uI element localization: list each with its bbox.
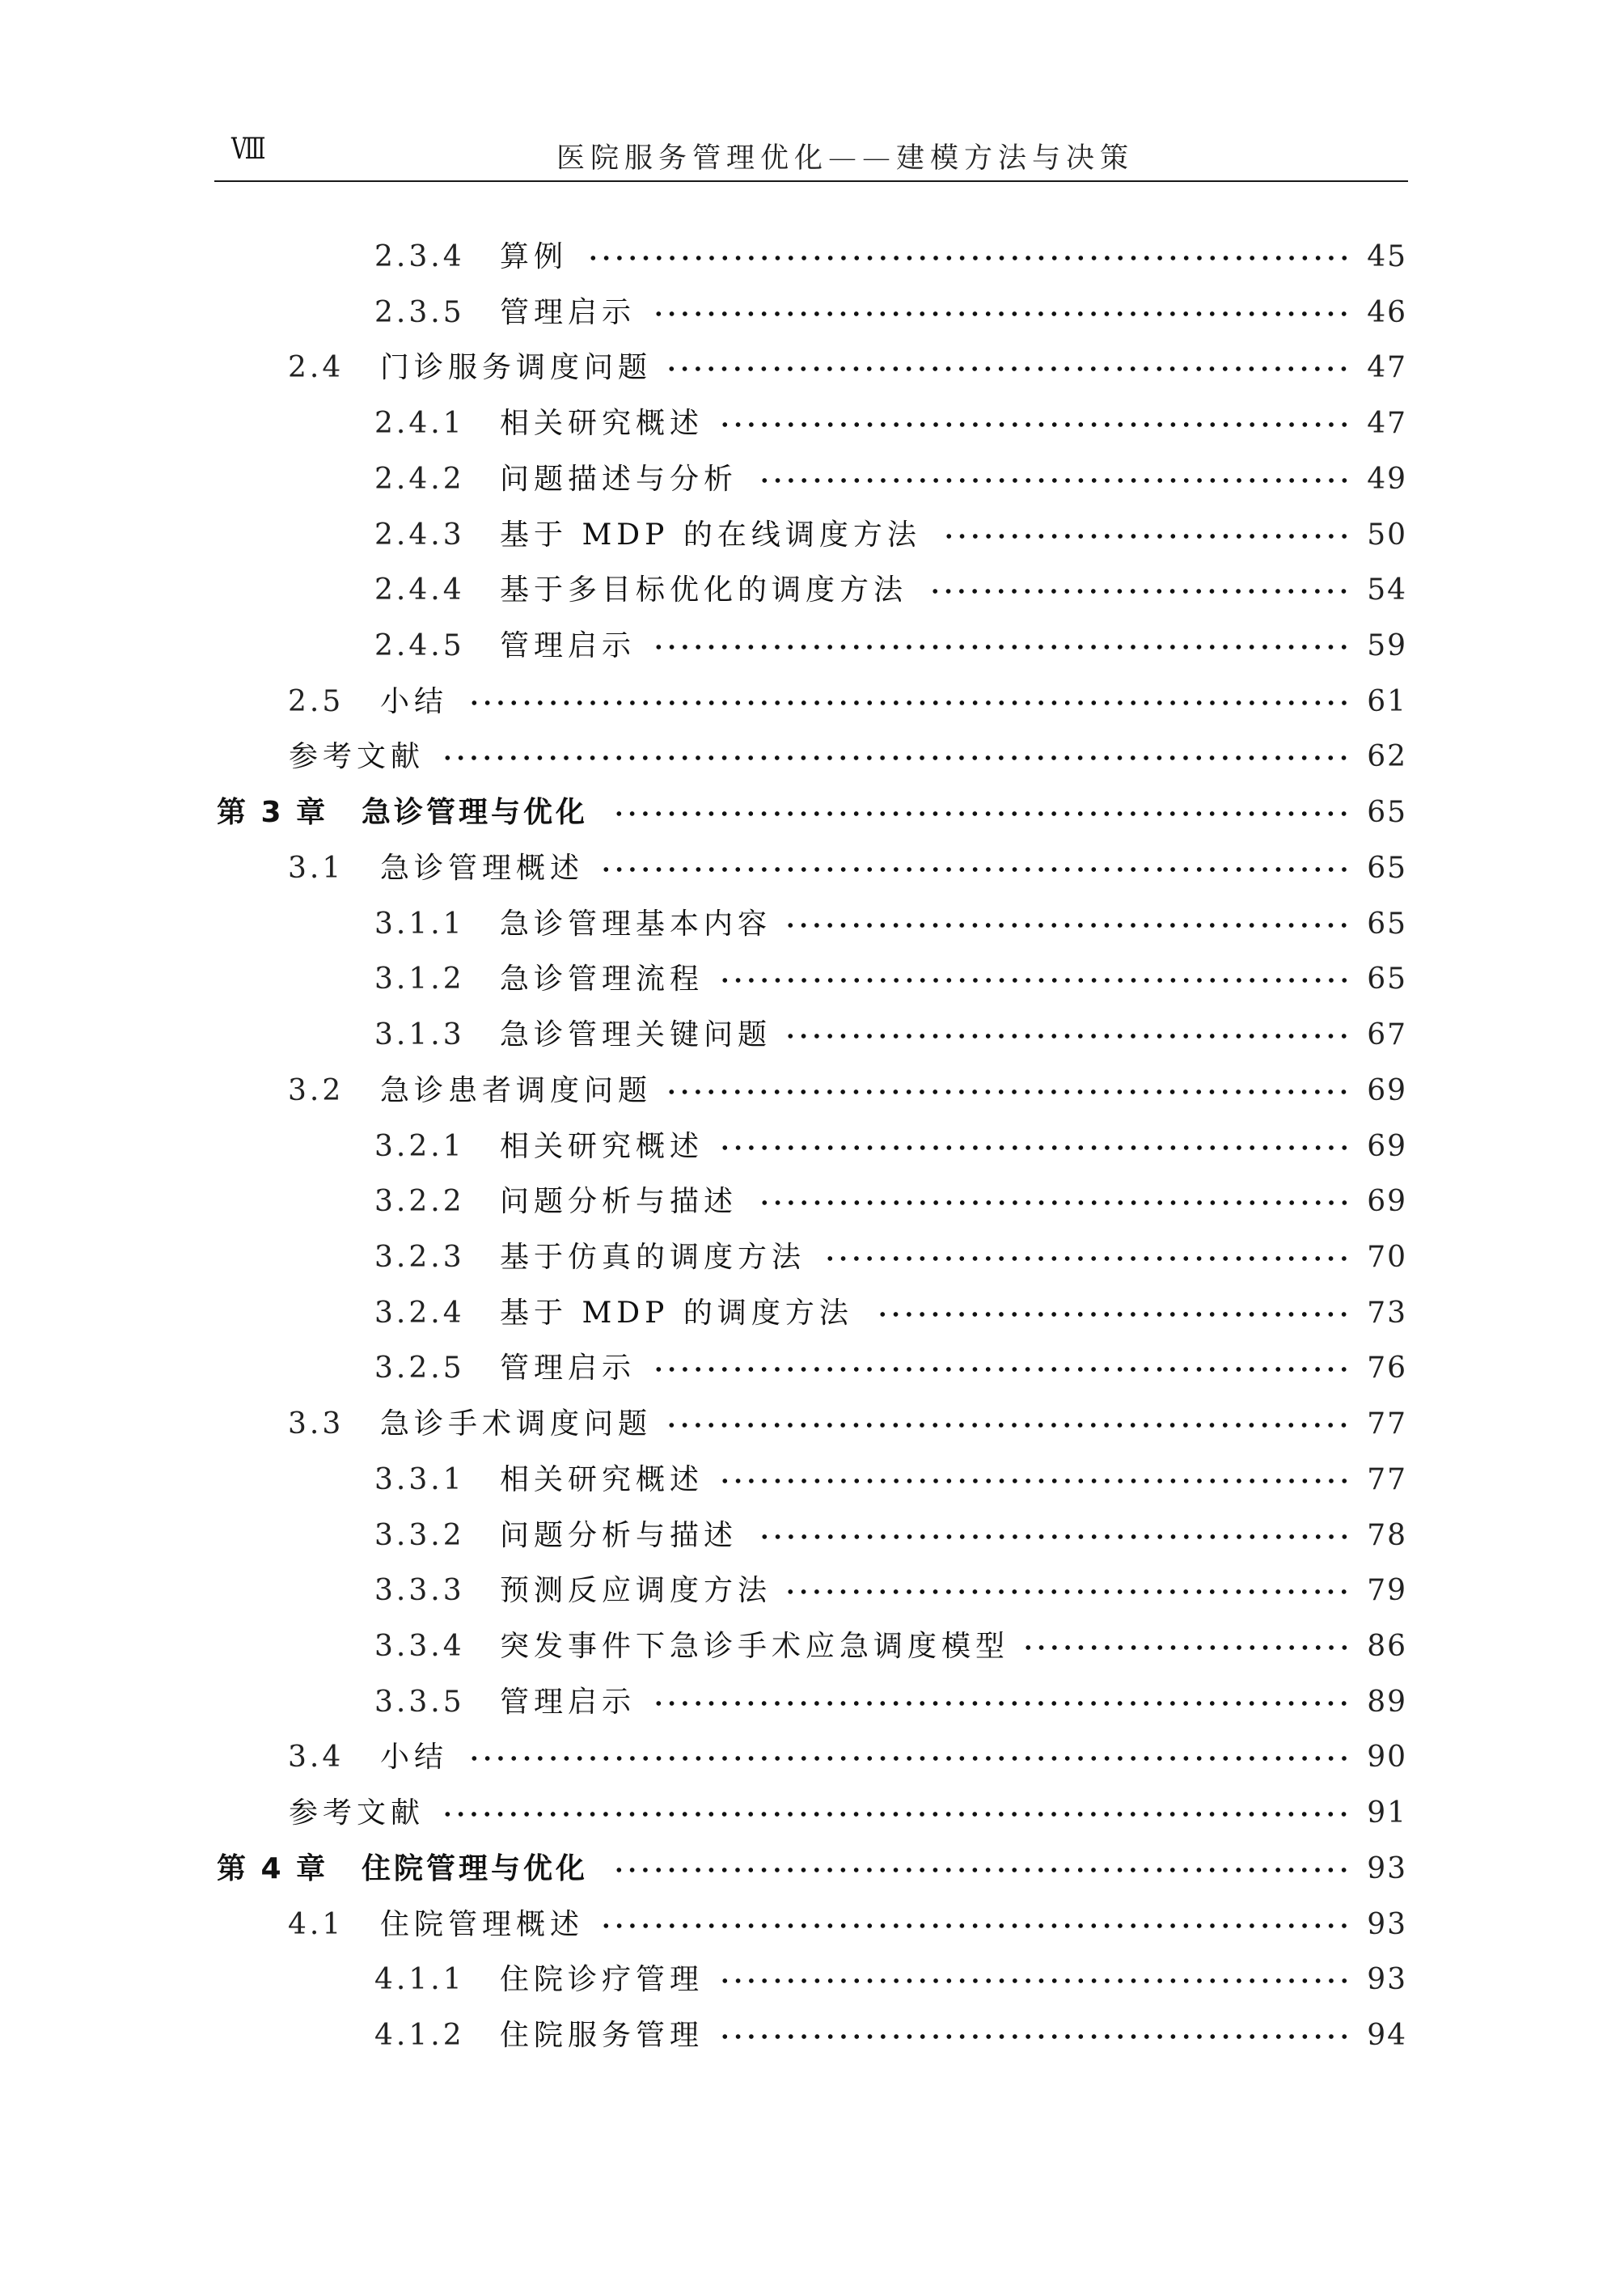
toc-entry[interactable] — [0, 678, 1624, 726]
toc-entry-number: 第 4 章 — [217, 1851, 328, 1885]
toc-entry[interactable] — [0, 455, 1624, 504]
toc-entry-number: 4.1.2 — [374, 2019, 465, 2053]
dot-leader — [665, 1089, 1351, 1095]
dot-leader — [467, 700, 1351, 706]
toc-entry-title: 相关研究概述 — [500, 1462, 704, 1496]
toc-entry-title: 参考文献 — [289, 740, 425, 774]
toc-entry-title: 急诊患者调度问题 — [380, 1073, 653, 1107]
toc-entry[interactable] — [0, 1456, 1624, 1504]
toc-entry-number: 3.2.2 — [374, 1185, 465, 1219]
dot-leader — [876, 1311, 1351, 1318]
toc-entry[interactable] — [0, 2012, 1624, 2060]
dot-leader — [928, 588, 1351, 594]
toc-entry-page-number: 65 — [1367, 796, 1407, 830]
toc-entry-title: 住院管理概述 — [380, 1907, 585, 1941]
page-folio: Ⅷ — [231, 133, 265, 165]
toc-entry-page-number: 76 — [1367, 1352, 1407, 1386]
toc-entry[interactable] — [0, 1567, 1624, 1615]
toc-entry-title: 突发事件下急诊手术应急调度模型 — [500, 1630, 1010, 1663]
toc-entry-number: 3.2.5 — [374, 1352, 465, 1386]
toc-entry[interactable] — [0, 1678, 1624, 1727]
toc-entry-page-number: 73 — [1367, 1296, 1407, 1330]
dot-leader — [467, 1755, 1351, 1762]
toc-entry[interactable] — [0, 344, 1624, 392]
toc-entry-title: 门诊服务调度问题 — [380, 351, 653, 385]
toc-entry-page-number: 62 — [1367, 740, 1407, 774]
toc-entry[interactable] — [0, 844, 1624, 893]
toc-entry-number: 3.3.5 — [374, 1685, 465, 1719]
toc-entry-number: 3.1.2 — [374, 962, 465, 996]
toc-entry-title: 管理启示 — [500, 629, 636, 663]
dot-leader — [784, 922, 1351, 929]
toc-entry-page-number: 54 — [1367, 573, 1407, 607]
dot-leader — [758, 477, 1351, 484]
toc-entry-number: 3.3.3 — [374, 1574, 465, 1608]
toc-entry-page-number: 65 — [1367, 962, 1407, 996]
toc-entry-page-number: 69 — [1367, 1129, 1407, 1163]
toc-entry-title: 基于 MDP 的在线调度方法 — [500, 518, 921, 552]
toc-entry-page-number: 79 — [1367, 1574, 1407, 1608]
dot-leader — [612, 810, 1351, 817]
dot-leader — [652, 311, 1351, 317]
toc-entry-number: 3.3.4 — [374, 1630, 465, 1663]
toc-entry-page-number: 65 — [1367, 907, 1407, 941]
toc-chapter-entry[interactable] — [0, 1845, 1624, 1893]
toc-entry-title: 管理启示 — [500, 1685, 636, 1719]
dot-leader — [665, 366, 1351, 372]
toc-entry-page-number: 91 — [1367, 1796, 1407, 1830]
toc-entry-number: 第 3 章 — [217, 796, 328, 830]
dot-leader — [758, 1199, 1351, 1206]
toc-entry-page-number: 78 — [1367, 1518, 1407, 1552]
dot-leader — [823, 1255, 1351, 1262]
toc-entry[interactable] — [0, 1344, 1624, 1393]
toc-entry-number: 4.1.1 — [374, 1963, 465, 1997]
toc-entry-number: 3.3.2 — [374, 1518, 465, 1552]
toc-entry[interactable] — [0, 400, 1624, 448]
toc-entry-title: 问题描述与分析 — [500, 462, 738, 496]
toc-entry-title: 算例 — [500, 240, 569, 273]
toc-chapter-entry[interactable] — [0, 789, 1624, 837]
toc-entry-title: 急诊手术调度问题 — [380, 1407, 653, 1441]
toc-entry[interactable] — [0, 1067, 1624, 1115]
toc-entry[interactable] — [0, 511, 1624, 560]
toc-entry-page-number: 47 — [1367, 351, 1407, 385]
toc-entry-title: 基于多目标优化的调度方法 — [500, 573, 908, 607]
dot-leader — [652, 1366, 1351, 1373]
dot-leader — [718, 977, 1351, 984]
toc-entry-title: 急诊管理与优化 — [362, 796, 589, 830]
toc-entry[interactable] — [0, 1956, 1624, 2004]
dot-leader — [942, 533, 1351, 539]
toc-entry-page-number: 47 — [1367, 407, 1407, 441]
toc-entry-title: 急诊管理概述 — [380, 851, 585, 885]
toc-entry-title: 急诊管理流程 — [500, 962, 704, 996]
toc-entry[interactable] — [0, 1400, 1624, 1449]
toc-entry-title: 问题分析与描述 — [500, 1185, 738, 1219]
toc-entry-page-number: 69 — [1367, 1185, 1407, 1219]
toc-entry-title: 基于 MDP 的调度方法 — [500, 1296, 853, 1330]
toc-entry-page-number: 90 — [1367, 1741, 1407, 1775]
toc-entry-number: 2.4.1 — [374, 407, 465, 441]
dot-leader — [612, 1867, 1351, 1873]
toc-entry-title: 管理启示 — [500, 295, 636, 329]
toc-entry-page-number: 93 — [1367, 1907, 1407, 1941]
toc-entry-number: 2.3.4 — [374, 240, 465, 273]
toc-entry-page-number: 89 — [1367, 1685, 1407, 1719]
toc-entry[interactable] — [0, 289, 1624, 337]
toc-entry[interactable] — [0, 1178, 1624, 1226]
dot-leader — [718, 421, 1351, 428]
toc-entry-title: 小结 — [380, 1741, 449, 1775]
toc-entry-page-number: 93 — [1367, 1851, 1407, 1885]
toc-entry-title: 问题分析与描述 — [500, 1518, 738, 1552]
toc-entry-title: 住院服务管理 — [500, 2019, 704, 2053]
dot-leader — [599, 1923, 1351, 1929]
toc-entry-number: 2.4.2 — [374, 462, 465, 496]
toc-entry-number: 3.1.3 — [374, 1018, 465, 1052]
running-title: 医院服务管理优化——建模方法与决策 — [556, 142, 1135, 175]
toc-entry-number: 3.2 — [288, 1073, 345, 1107]
dot-leader — [599, 866, 1351, 873]
toc-entry-title: 住院诊疗管理 — [500, 1963, 704, 1997]
toc-entry[interactable] — [0, 1289, 1624, 1338]
toc-entry-number: 3.2.4 — [374, 1296, 465, 1330]
dot-leader — [718, 1144, 1351, 1151]
toc-entry-title: 急诊管理关键问题 — [500, 1018, 772, 1052]
toc-entry[interactable] — [0, 566, 1624, 615]
toc-entry-number: 3.2.1 — [374, 1129, 465, 1163]
toc-entry-page-number: 45 — [1367, 240, 1407, 273]
toc-entry[interactable] — [0, 1512, 1624, 1560]
toc-entry-number: 3.4 — [288, 1741, 345, 1775]
toc-entry-page-number: 67 — [1367, 1018, 1407, 1052]
toc-entry[interactable] — [0, 233, 1624, 281]
dot-leader — [441, 755, 1351, 761]
toc-entry[interactable] — [0, 1123, 1624, 1171]
toc-entry-page-number: 61 — [1367, 684, 1407, 718]
toc-entry-number: 3.3 — [288, 1407, 345, 1441]
dot-leader — [652, 644, 1351, 650]
toc-entry-title: 急诊管理基本内容 — [500, 907, 772, 941]
toc-entry-page-number: 93 — [1367, 1963, 1407, 1997]
dot-leader — [586, 255, 1351, 261]
toc-entry-page-number: 86 — [1367, 1630, 1407, 1663]
toc-entry[interactable] — [0, 1233, 1624, 1282]
toc-entry-title: 参考文献 — [289, 1796, 425, 1830]
toc-entry-number: 2.5 — [288, 684, 345, 718]
toc-entry-number: 3.3.1 — [374, 1462, 465, 1496]
toc-entry-number: 3.2.3 — [374, 1240, 465, 1274]
dot-leader — [1021, 1644, 1351, 1651]
toc-entry[interactable] — [0, 1622, 1624, 1671]
toc-entry[interactable] — [0, 733, 1624, 781]
toc-entry-page-number: 46 — [1367, 295, 1407, 329]
toc-entry[interactable] — [0, 1901, 1624, 1949]
dot-leader — [665, 1422, 1351, 1428]
toc-entry-title: 管理启示 — [500, 1352, 636, 1386]
page-header — [0, 0, 1624, 194]
toc-entry[interactable] — [0, 955, 1624, 1004]
toc-entry-number: 2.4.4 — [374, 573, 465, 607]
toc-entry-page-number: 65 — [1367, 851, 1407, 885]
toc-entry-page-number: 50 — [1367, 518, 1407, 552]
toc-entry-page-number: 77 — [1367, 1462, 1407, 1496]
toc-entry-number: 3.1.1 — [374, 907, 465, 941]
dot-leader — [441, 1811, 1351, 1817]
toc-entry-page-number: 77 — [1367, 1407, 1407, 1441]
dot-leader — [652, 1700, 1351, 1707]
toc-entry-page-number: 49 — [1367, 462, 1407, 496]
toc-entry[interactable] — [0, 1011, 1624, 1060]
dot-leader — [718, 2033, 1351, 2040]
toc-entry[interactable] — [0, 1733, 1624, 1782]
toc-entry-number: 4.1 — [288, 1907, 345, 1941]
toc-entry-number: 3.1 — [288, 851, 345, 885]
toc-entry[interactable] — [0, 900, 1624, 949]
toc-entry-page-number: 94 — [1367, 2019, 1407, 2053]
dot-leader — [784, 1589, 1351, 1595]
toc-entry-number: 2.4 — [288, 351, 345, 385]
toc-entry-page-number: 59 — [1367, 629, 1407, 663]
toc-entry-title: 住院管理与优化 — [362, 1851, 589, 1885]
dot-leader — [758, 1534, 1351, 1540]
dot-leader — [718, 1478, 1351, 1484]
toc-entry-number: 2.3.5 — [374, 295, 465, 329]
toc-entry-title: 相关研究概述 — [500, 1129, 704, 1163]
dot-leader — [718, 1978, 1351, 1984]
header-rule — [214, 180, 1408, 182]
toc-entry-page-number: 69 — [1367, 1073, 1407, 1107]
dot-leader — [784, 1033, 1351, 1039]
toc-entry-number: 2.4.3 — [374, 518, 465, 552]
toc-entry-title: 小结 — [380, 684, 449, 718]
toc-entry[interactable] — [0, 1789, 1624, 1838]
toc-entry-title: 预测反应调度方法 — [500, 1574, 772, 1608]
toc-entry-title: 基于仿真的调度方法 — [500, 1240, 806, 1274]
toc-entry[interactable] — [0, 622, 1624, 671]
toc-entry-page-number: 70 — [1367, 1240, 1407, 1274]
toc-entry-title: 相关研究概述 — [500, 407, 704, 441]
toc-entry-number: 2.4.5 — [374, 629, 465, 663]
